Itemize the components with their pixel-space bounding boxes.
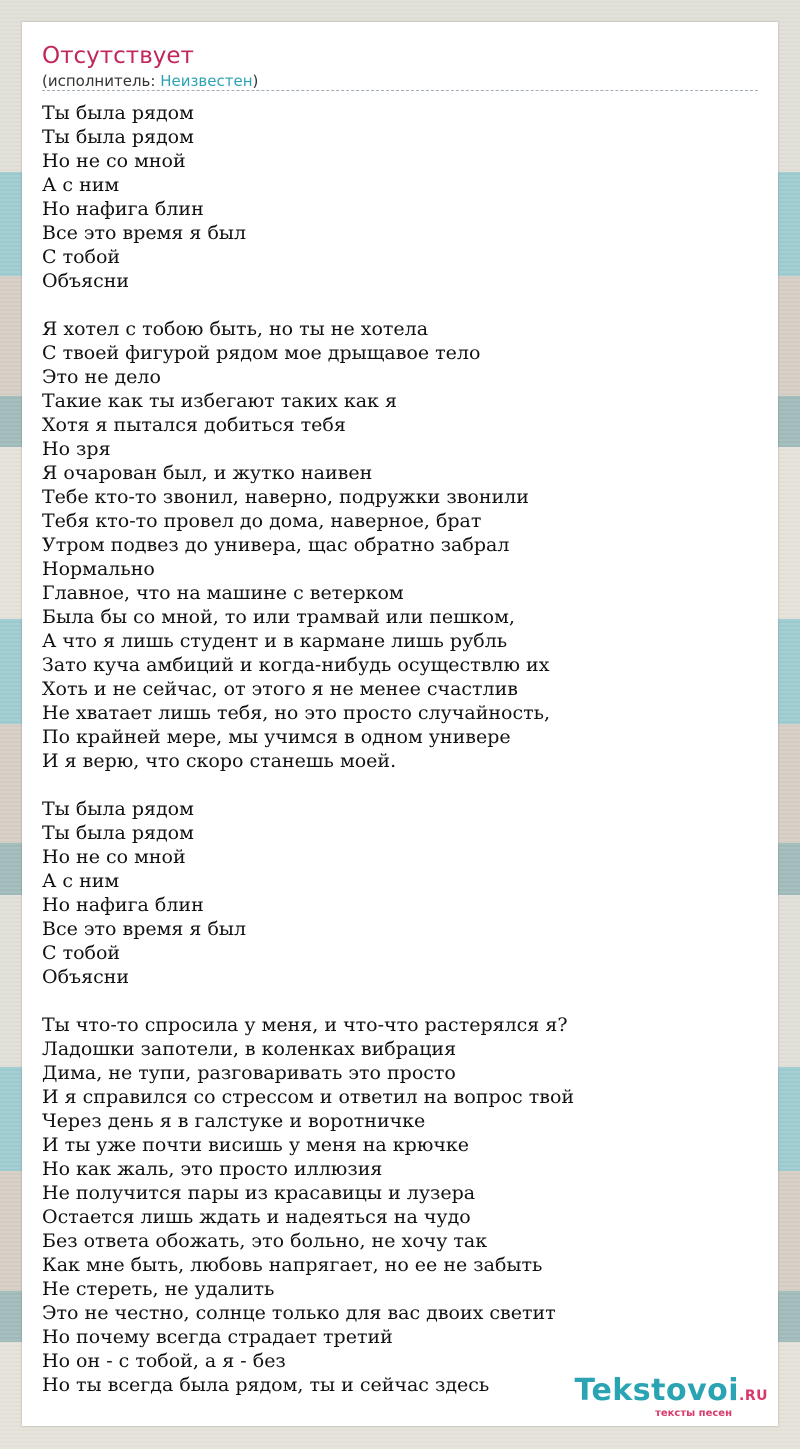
lyrics-line: Это не честно, солнце только для вас двоих светит (42, 1302, 556, 1324)
lyrics-blank-line (42, 773, 758, 797)
lyrics-line: Хотя я пытался добиться тебя (42, 414, 346, 436)
lyrics-line: Главное, что на машине с ветерком (42, 582, 404, 604)
lyrics-line: Но зря (42, 438, 111, 460)
performer-link[interactable]: Неизвестен (160, 72, 253, 90)
lyrics-line: Но почему всегда страдает третий (42, 1326, 393, 1348)
lyrics-line: И ты уже почти висишь у меня на крючке (42, 1134, 470, 1156)
song-title: Отсутствует (42, 43, 194, 69)
lyrics-line: Ты была рядом (42, 798, 194, 820)
lyrics-line: Не получится пары из красавицы и лузера (42, 1182, 476, 1204)
lyrics-line: Через день я в галстуке и воротничке (42, 1110, 426, 1132)
lyrics-line: А с ним (42, 174, 120, 196)
lyrics-line: Но нафига блин (42, 198, 204, 220)
lyrics-line: Хоть и не сейчас, от этого я не менее счастлив (42, 678, 518, 700)
lyrics-line: С твоей фигурой рядом мое дрыщавое тело (42, 342, 481, 364)
logo-name: Tekstovoi (574, 1373, 740, 1408)
lyrics-line: Дима, не тупи, разговаривать это просто (42, 1062, 456, 1084)
lyrics-line: Все это время я был (42, 918, 247, 940)
lyrics-line: Но ты всегда была рядом, ты и сейчас здесь (42, 1374, 490, 1396)
lyrics-line: Такие как ты избегают таких как я (42, 390, 397, 412)
lyrics-line: Ты была рядом (42, 822, 194, 844)
title-divider (42, 90, 758, 91)
lyrics-line: Тебя кто-то провел до дома, наверное, брат (42, 510, 482, 532)
logo-tagline: тексты песен (655, 1408, 732, 1419)
lyrics-line: Все это время я был (42, 222, 247, 244)
lyrics-line: Не хватает лишь тебя, но это просто случайность, (42, 702, 551, 724)
lyrics-line: Утром подвез до универа, щас обратно забрал (42, 534, 510, 556)
lyrics-line: Но не со мной (42, 846, 186, 868)
lyrics-line: Как мне быть, любовь напрягает, но ее не забыть (42, 1254, 543, 1276)
lyrics-line: Но он - с тобой, а я - без (42, 1350, 286, 1372)
performer-line (42, 72, 258, 90)
lyrics-line: Я хотел с тобою быть, но ты не хотела (42, 318, 429, 340)
lyrics-line: Нормально (42, 558, 155, 580)
lyrics-line: Я очарован был, и жутко наивен (42, 462, 373, 484)
lyrics-line: Но нафига блин (42, 894, 204, 916)
lyrics-text (42, 101, 758, 1397)
lyrics-line: Ладошки запотели, в коленках вибрация (42, 1038, 457, 1060)
lyrics-line: Тебе кто-то звонил, наверно, подружки звонили (42, 486, 529, 508)
lyrics-line: Но как жаль, это просто иллюзия (42, 1158, 383, 1180)
lyrics-line: Не стереть, не удалить (42, 1278, 275, 1300)
lyrics-line: Ты была рядом (42, 102, 194, 124)
performer-prefix: (исполнитель: (42, 72, 161, 90)
lyrics-line: Это не дело (42, 366, 161, 388)
lyrics-line: Но не со мной (42, 150, 186, 172)
lyrics-line: Ты была рядом (42, 126, 194, 148)
lyrics-line: Зато куча амбиций и когда-нибудь осуществлю их (42, 654, 550, 676)
lyrics-line: Ты что-то спросила у меня, и что-что растерялся я? (42, 1014, 568, 1036)
lyrics-line: С тобой (42, 942, 121, 964)
lyrics-line: И я верю, что скоро станешь моей. (42, 750, 397, 772)
site-logo[interactable] (574, 1375, 768, 1420)
lyrics-line: А что я лишь студент и в кармане лишь рубль (42, 630, 508, 652)
lyrics-line: Объясни (42, 270, 130, 292)
lyrics-card (22, 22, 778, 1426)
lyrics-line: Объясни (42, 966, 130, 988)
lyrics-line: И я справился со стрессом и ответил на вопрос твой (42, 1086, 575, 1108)
lyrics-line: По крайней мере, мы учимся в одном универе (42, 726, 511, 748)
lyrics-line: А с ним (42, 870, 120, 892)
lyrics-blank-line (42, 989, 758, 1013)
logo-tld: .RU (739, 1388, 768, 1404)
lyrics-line: Без ответа обожать, это больно, не хочу так (42, 1230, 488, 1252)
performer-suffix: ) (252, 72, 259, 90)
lyrics-line: Остается лишь ждать и надеяться на чудо (42, 1206, 471, 1228)
lyrics-line: С тобой (42, 246, 121, 268)
lyrics-blank-line (42, 293, 758, 317)
lyrics-line: Была бы со мной, то или трамвай или пешком, (42, 606, 515, 628)
